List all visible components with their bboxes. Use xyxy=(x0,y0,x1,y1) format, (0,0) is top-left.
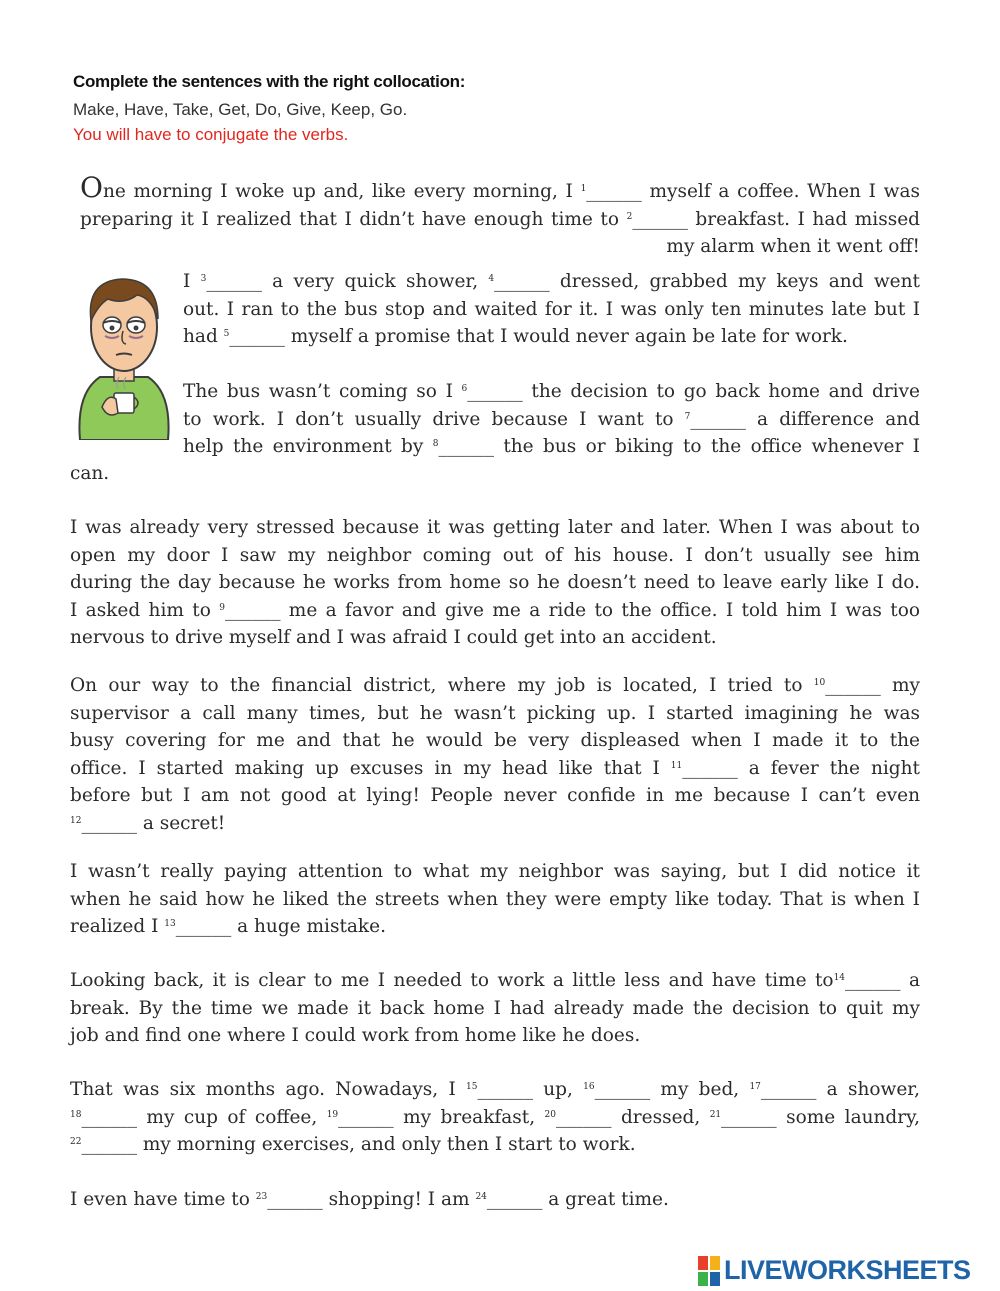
blank-13[interactable]: ______ xyxy=(175,916,232,937)
paragraph-9 xyxy=(70,1186,669,1214)
blank-21[interactable]: ______ xyxy=(721,1106,777,1128)
blank-number-13: 13 xyxy=(164,919,176,929)
blank-16[interactable]: ______ xyxy=(594,1079,651,1100)
p5-line-1: On our way to the financial district, where my job is located, I tried to $^{10}$______ my xyxy=(70,675,920,696)
p2-line-3: had $^5$______ myself a promise that I would never again be late for work. xyxy=(183,326,848,347)
blank-23[interactable]: ______ xyxy=(267,1189,323,1210)
paragraph-5 xyxy=(70,672,920,837)
blank-number-1: 1 xyxy=(580,184,587,194)
blank-19[interactable]: ______ xyxy=(338,1106,394,1128)
p5-line-2: supervisor a call many times, but he wasn’t picking up. I started imagining he was xyxy=(70,702,920,724)
paragraph-3 xyxy=(183,378,920,461)
p4-line-4: I asked him to $^9$______ me a favor and give me a ride to the office. I told him I was too xyxy=(70,599,920,621)
p3-line-2: to work. I don’t usually drive because I want to $^7$______ a difference and xyxy=(183,408,921,430)
p1-line-2: preparing it I realized that I didn’t have enough time to $^2$______ breakfast. I had missed xyxy=(80,208,920,230)
blank-15[interactable]: ______ xyxy=(477,1079,533,1100)
blank-number-2: 2 xyxy=(626,211,633,222)
p7-line-3: job and find one where I could work from home like he does. xyxy=(70,1025,641,1046)
p6-line-1: I wasn’t really paying attention to what my neighbor was saying, but I did notice it xyxy=(70,861,920,882)
p8-line-3: $^{22}$______ my morning exercises, and only then I start to work. xyxy=(70,1134,636,1155)
instructions-note: You will have to conjugate the verbs. xyxy=(73,125,349,144)
p3-line-3: help the environment by $^8$______ the bus or biking to the office whenever I xyxy=(183,436,920,457)
blank-number-6: 6 xyxy=(461,384,468,394)
instructions-title: Complete the sentences with the right collocation: xyxy=(73,72,466,91)
logo-blocks-icon xyxy=(698,1256,720,1286)
p2-line-1: I $^3$______ a very quick shower, $^4$______ dressed, grabbed my keys and went xyxy=(183,271,920,292)
logo-text: LIVEWORKSHEETS xyxy=(724,1255,971,1285)
blank-number-18: 18 xyxy=(70,1109,82,1120)
blank-number-11: 11 xyxy=(670,760,683,771)
blank-number-3: 3 xyxy=(200,274,207,284)
blank-24[interactable]: ______ xyxy=(486,1189,543,1210)
p5-line-6: $^{12}$______ a secret! xyxy=(70,812,226,834)
p4-line-5: nervous to drive myself and I was afraid I could get into an accident. xyxy=(70,627,717,648)
blank-number-19: 19 xyxy=(326,1109,339,1120)
blank-20[interactable]: ______ xyxy=(556,1106,612,1128)
p4-line-3: during the day because he works from home so he doesn’t need to leave early like I do. xyxy=(70,572,920,593)
blank-number-24: 24 xyxy=(475,1192,487,1202)
p1-line-1: One morning I woke up and, like every morning, I $^1$______ myself a coffee. When I was xyxy=(80,171,920,204)
blank-number-12: 12 xyxy=(70,815,82,826)
blank-14[interactable]: ______ xyxy=(845,970,901,991)
p1-line-3: my alarm when it went off! xyxy=(666,236,920,257)
p5-line-3: busy covering for me and that he would be very displeased when I made it to the xyxy=(70,730,920,751)
blank-1[interactable]: ______ xyxy=(586,181,642,202)
blank-number-5: 5 xyxy=(223,329,230,339)
p5-line-5: before but I am not good at lying! People never confide in me because I can’t even xyxy=(70,785,920,806)
blank-12[interactable]: ______ xyxy=(81,812,137,834)
tired-man-illustration xyxy=(74,265,174,440)
drop-cap: O xyxy=(80,171,103,204)
paragraph-6 xyxy=(70,858,920,941)
blank-8[interactable]: ______ xyxy=(438,436,494,457)
paragraph-8 xyxy=(70,1076,920,1159)
p2-line-2: out. I ran to the bus stop and waited for it. I was only ten minutes late but I xyxy=(183,298,920,320)
blank-11[interactable]: ______ xyxy=(682,757,738,779)
p7-line-2: break. By the time we made it back home I had already made the decision to quit my xyxy=(70,997,920,1019)
blank-number-7: 7 xyxy=(684,411,691,422)
blank-7[interactable]: ______ xyxy=(690,408,746,430)
paragraph-7 xyxy=(70,967,920,1050)
liveworksheets-logo xyxy=(698,1254,988,1288)
p6-line-3: realized I $^{13}$______ a huge mistake. xyxy=(70,916,386,937)
blank-5[interactable]: ______ xyxy=(229,326,285,347)
blank-number-23: 23 xyxy=(255,1192,268,1202)
blank-number-21: 21 xyxy=(709,1109,722,1120)
p8-line-2: $^{18}$______ my cup of coffee, $^{19}$______ my breakfast, $^{20}$______ dressed, $^{21}$______ some laundry, xyxy=(70,1106,920,1128)
blank-number-8: 8 xyxy=(432,439,439,449)
blank-22[interactable]: ______ xyxy=(81,1134,137,1155)
blank-number-16: 16 xyxy=(583,1082,595,1092)
p6-line-2: when he said how he liked the streets when they were empty like today. That is when I xyxy=(70,888,920,910)
blank-18[interactable]: ______ xyxy=(81,1106,137,1128)
paragraph-1 xyxy=(80,171,920,261)
paragraph-4 xyxy=(70,514,920,652)
p5-line-4: office. I started making up excuses in my head like that I $^{11}$______ a fever the night xyxy=(70,757,920,779)
blank-number-17: 17 xyxy=(749,1082,761,1092)
blank-17[interactable]: ______ xyxy=(760,1079,817,1100)
p3-line-4: can. xyxy=(70,463,110,484)
p3-line-1: The bus wasn’t coming so I $^6$______ the decision to go back home and drive xyxy=(183,381,920,402)
p4-line-1: I was already very stressed because it was getting later and later. When I was about to xyxy=(70,517,920,538)
instructions-verbs: Make, Have, Take, Get, Do, Give, Keep, Go. xyxy=(73,100,408,119)
blank-9[interactable]: ______ xyxy=(224,599,281,621)
p8-line-1: That was six months ago. Nowadays, I $^{15}$______ up, $^{16}$______ my bed, $^{17}$______ a shower, xyxy=(70,1079,920,1100)
blank-number-15: 15 xyxy=(466,1082,478,1092)
blank-number-14: 14 xyxy=(833,973,846,983)
blank-3[interactable]: ______ xyxy=(206,271,262,292)
blank-2[interactable]: ______ xyxy=(632,208,688,230)
blank-number-20: 20 xyxy=(544,1109,556,1120)
blank-number-10: 10 xyxy=(813,678,826,688)
p7-line-1: Looking back, it is clear to me I needed to work a little less and have time $to^{14}\_\_\_\_\_\_$ a xyxy=(70,970,920,991)
blank-number-22: 22 xyxy=(70,1137,82,1147)
paragraph-2 xyxy=(183,268,920,351)
blank-6[interactable]: ______ xyxy=(467,381,523,402)
blank-10[interactable]: ______ xyxy=(825,675,881,696)
blank-4[interactable]: ______ xyxy=(494,271,550,292)
p9-line-1: I even have time to $^{23}$______ shopping! I am $^{24}$______ a great time. xyxy=(70,1189,669,1210)
p4-line-2: open my door I saw my neighbor coming out of his house. I don’t usually see him xyxy=(70,544,920,566)
blank-number-9: 9 xyxy=(219,602,225,613)
blank-number-4: 4 xyxy=(488,274,495,284)
